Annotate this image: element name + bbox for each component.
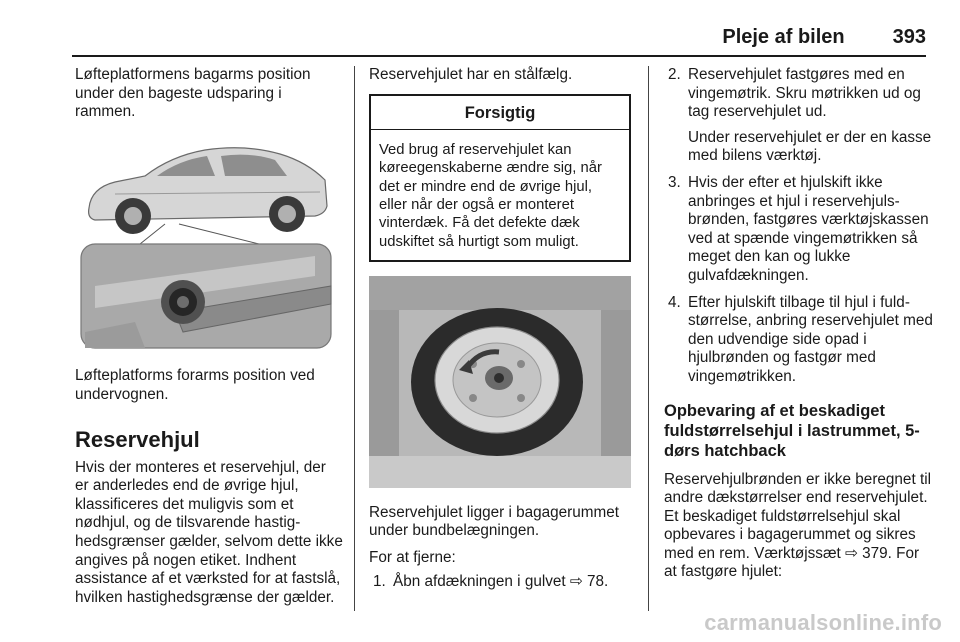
watermark: carmanualsonline.info bbox=[704, 610, 942, 635]
column-2 bbox=[369, 66, 631, 592]
spare-wheel-figure bbox=[369, 276, 631, 494]
paragraph: For at fjerne: bbox=[369, 548, 456, 566]
caution-text: Ved brug af reservehjulet kan køreegenskaberne ændre sig, når det er mindre end de øvrige hjul, eller når der også er monteret vinterdæk. Få det defekte dæk udskiftet så hurtigt som muligt. bbox=[379, 142, 602, 250]
paragraph: Reservehjulbrønden er ikke beregnet til andre dækstørrelser end reservehjulet. Et beskadiget fuldstørrelsehjul skal opbevares i bagagerummet og sikres med en rem. Værktøjssæt ⇨ 379. For at fastgøre hjulet: bbox=[664, 470, 931, 581]
section-heading: Opbevaring af et beskadiget fuldstørrelsehjul i lastrummet, 5-dørs hatchback bbox=[664, 401, 920, 460]
list-item bbox=[369, 573, 631, 592]
list-number: 2. bbox=[668, 66, 681, 83]
list-item bbox=[664, 174, 934, 286]
list-subtext: Under reservehjulet er der en kasse med bilens værktøj. bbox=[688, 128, 932, 165]
list-number: 4. bbox=[668, 293, 681, 311]
list-text: Åbn afdækningen i gulvet ⇨ 78. bbox=[393, 573, 609, 591]
list-number: 3. bbox=[668, 173, 681, 191]
list-text: Reservehjulet fastgøres med en vingemøtrik. Skru møtrikken ud og tag reservehjulet ud. bbox=[688, 66, 921, 121]
paragraph: Hvis der monteres et reservehjul, der er anderledes end de øvrige hjul, klassificeres det muligvis som et nødhjul, og de tilsvarende hastighedsgrænser gælder, selvom dette ikke angives på nogen etiket. Indhent assistance af et værksted for at fastslå, hvilken hastighedsgrænse der gælder. bbox=[75, 458, 343, 606]
lift-platform-figure bbox=[75, 136, 343, 358]
car-lift-illustration bbox=[75, 136, 337, 352]
section-heading: Reservehjul bbox=[75, 426, 200, 452]
spare-wheel-illustration bbox=[369, 276, 631, 488]
list-item bbox=[664, 66, 934, 166]
column-divider bbox=[648, 66, 649, 611]
header-rule bbox=[72, 55, 926, 57]
column-3 bbox=[664, 66, 934, 582]
caution-box bbox=[369, 94, 631, 262]
column-1 bbox=[75, 66, 343, 607]
list-item bbox=[664, 294, 934, 387]
caution-title: Forsigtig bbox=[371, 96, 629, 131]
list-text: Hvis der efter et hjulskift ikke anbringes et hjul i reservehjulsbrønden, fastgøres værktøjskassen ved at spænde vingemøtrikken så meget den kan og lukke gulvafdækningen. bbox=[688, 173, 929, 284]
steps-list bbox=[664, 66, 934, 387]
page-header bbox=[722, 26, 926, 52]
steps-list bbox=[369, 573, 631, 592]
paragraph: Reservehjulet har en stålfælg. bbox=[369, 66, 573, 83]
list-number: 1. bbox=[373, 573, 386, 591]
page-title: Pleje af bilen bbox=[722, 26, 845, 48]
list-text: Efter hjulskift tilbage til hjul i fuldstørrelse, anbring reservehjulet med den udvendige side opad i hjulbrønden og fastgør med vingemøtrikken. bbox=[688, 293, 933, 385]
paragraph: Reservehjulet ligger i bagagerummet under bundbelægningen. bbox=[369, 503, 619, 540]
column-divider bbox=[354, 66, 355, 611]
paragraph: Løfteplatforms forarms position ved undervognen. bbox=[75, 367, 315, 403]
paragraph: Løfteplatformens bagarms position under den bageste udsparing i rammen. bbox=[75, 66, 311, 121]
page-number: 393 bbox=[892, 26, 926, 48]
